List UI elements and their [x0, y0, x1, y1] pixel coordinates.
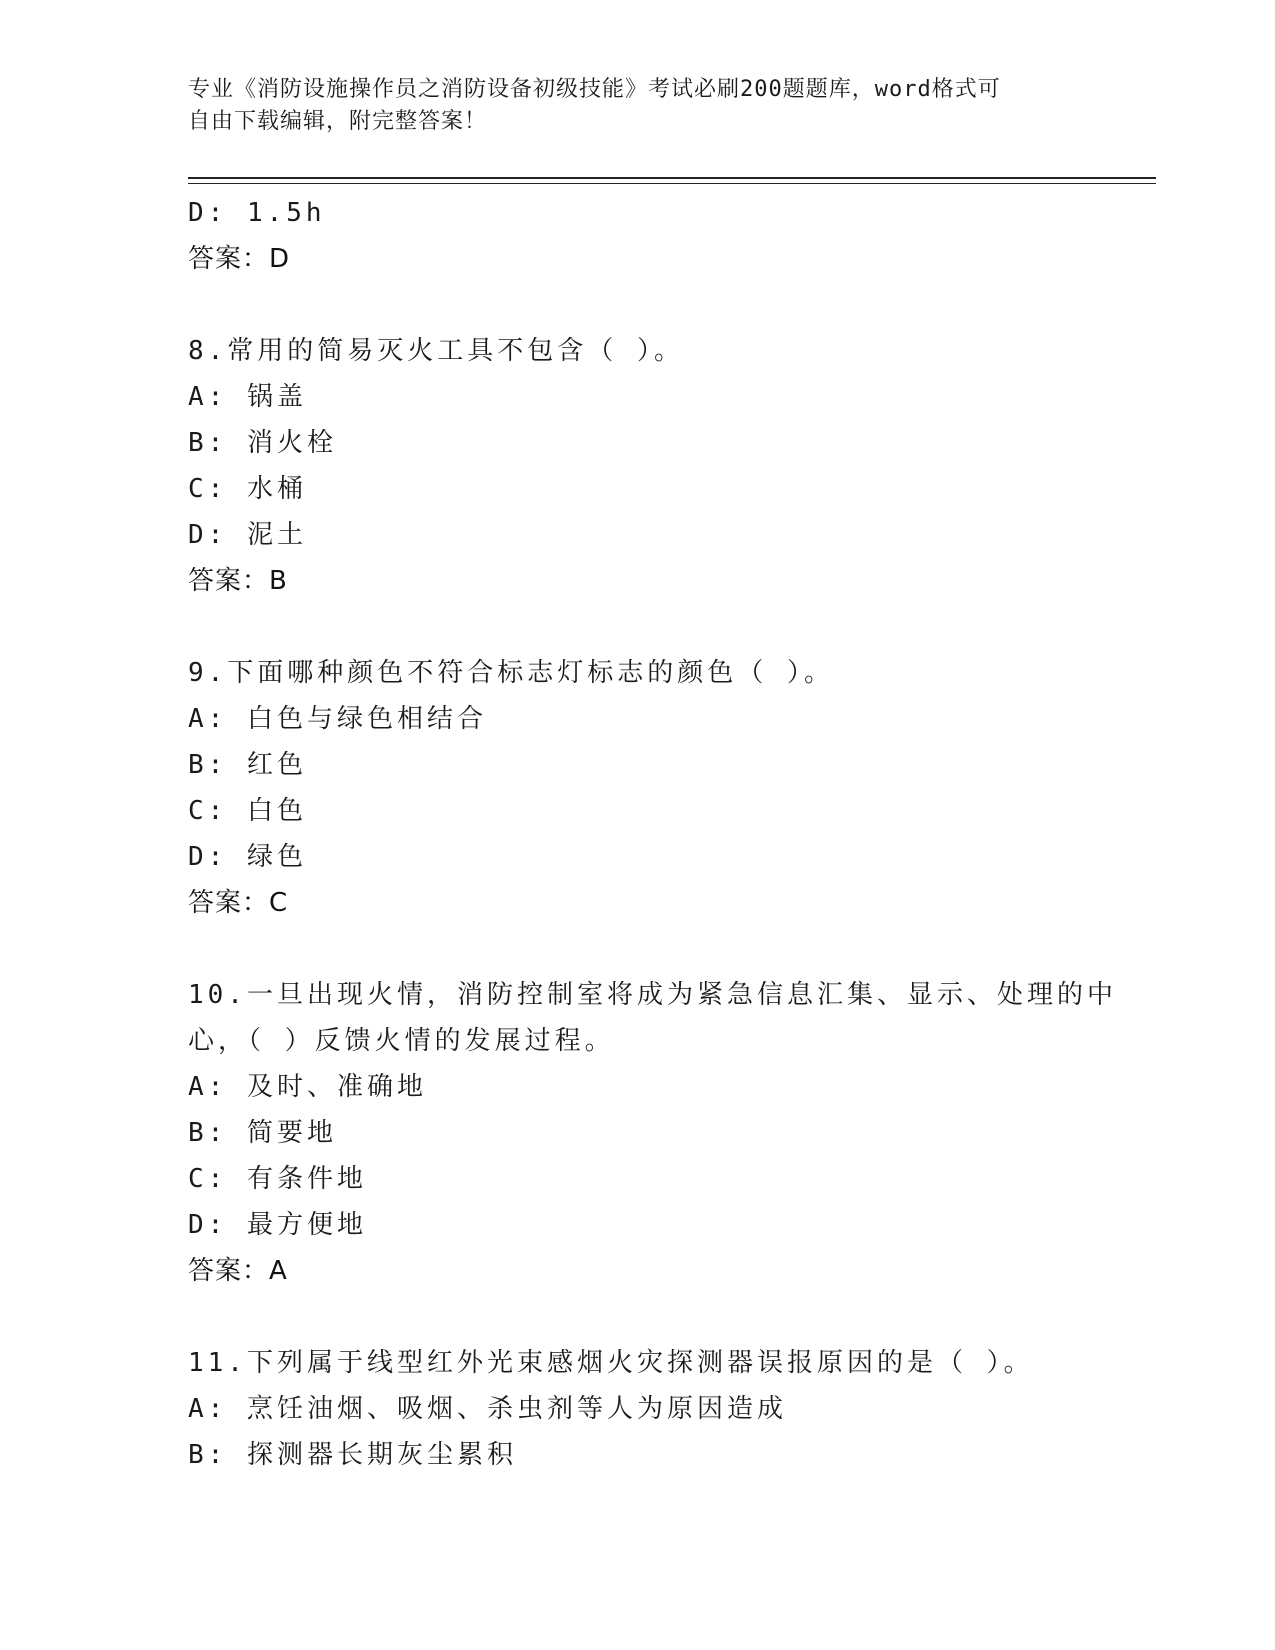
question-block-7	[188, 190, 1088, 282]
question-stem: 11.下列属于线型红外光束感烟火灾探测器误报原因的是（ ）。	[188, 1348, 1034, 1378]
document-header	[188, 74, 1088, 138]
header-line-2: 自由下载编辑，附完整答案！	[188, 109, 488, 134]
spacer	[188, 604, 1088, 650]
question-block-9	[188, 650, 1088, 926]
option-d: D: 泥土	[188, 520, 307, 550]
question-stem: 9.下面哪种颜色不符合标志灯标志的颜色（ ）。	[188, 658, 834, 688]
option-b: B: 探测器长期灰尘累积	[188, 1440, 517, 1470]
option-a: A: 锅盖	[188, 382, 307, 412]
question-block-10	[188, 972, 1117, 1294]
header-line-1: 专业《消防设施操作员之消防设备初级技能》考试必刷200题题库，word格式可	[188, 77, 1001, 102]
option-a: A: 及时、准确地	[188, 1072, 427, 1102]
question-stem-line-1: 10.一旦出现火情，消防控制室将成为紧急信息汇集、显示、处理的中	[188, 980, 1117, 1010]
option-d: D: 1.5h	[188, 198, 326, 228]
option-c: C: 白色	[188, 796, 307, 826]
option-a: A: 白色与绿色相结合	[188, 704, 487, 734]
option-b: B: 红色	[188, 750, 307, 780]
header-divider-thick	[188, 177, 1156, 179]
spacer	[188, 282, 1088, 328]
question-list	[188, 190, 1117, 1478]
answer-line: 答案：B	[188, 566, 288, 596]
option-d: D: 最方便地	[188, 1210, 367, 1240]
answer-line: 答案：C	[188, 888, 289, 918]
option-c: C: 有条件地	[188, 1164, 367, 1194]
question-stem: 8.常用的简易灭火工具不包含（ ）。	[188, 336, 684, 366]
option-d: D: 绿色	[188, 842, 307, 872]
question-block-8	[188, 328, 1088, 604]
answer-line: 答案：D	[188, 244, 291, 274]
option-a: A: 烹饪油烟、吸烟、杀虫剂等人为原因造成	[188, 1394, 787, 1424]
question-stem-line-2: 心，（ ）反馈火情的发展过程。	[188, 1026, 615, 1056]
option-c: C: 水桶	[188, 474, 307, 504]
option-b: B: 简要地	[188, 1118, 337, 1148]
question-block-11	[188, 1340, 1088, 1478]
spacer	[188, 926, 1088, 972]
option-b: B: 消火栓	[188, 428, 337, 458]
header-divider-thin	[188, 183, 1156, 184]
spacer	[188, 1294, 1088, 1340]
answer-line: 答案：A	[188, 1256, 288, 1286]
